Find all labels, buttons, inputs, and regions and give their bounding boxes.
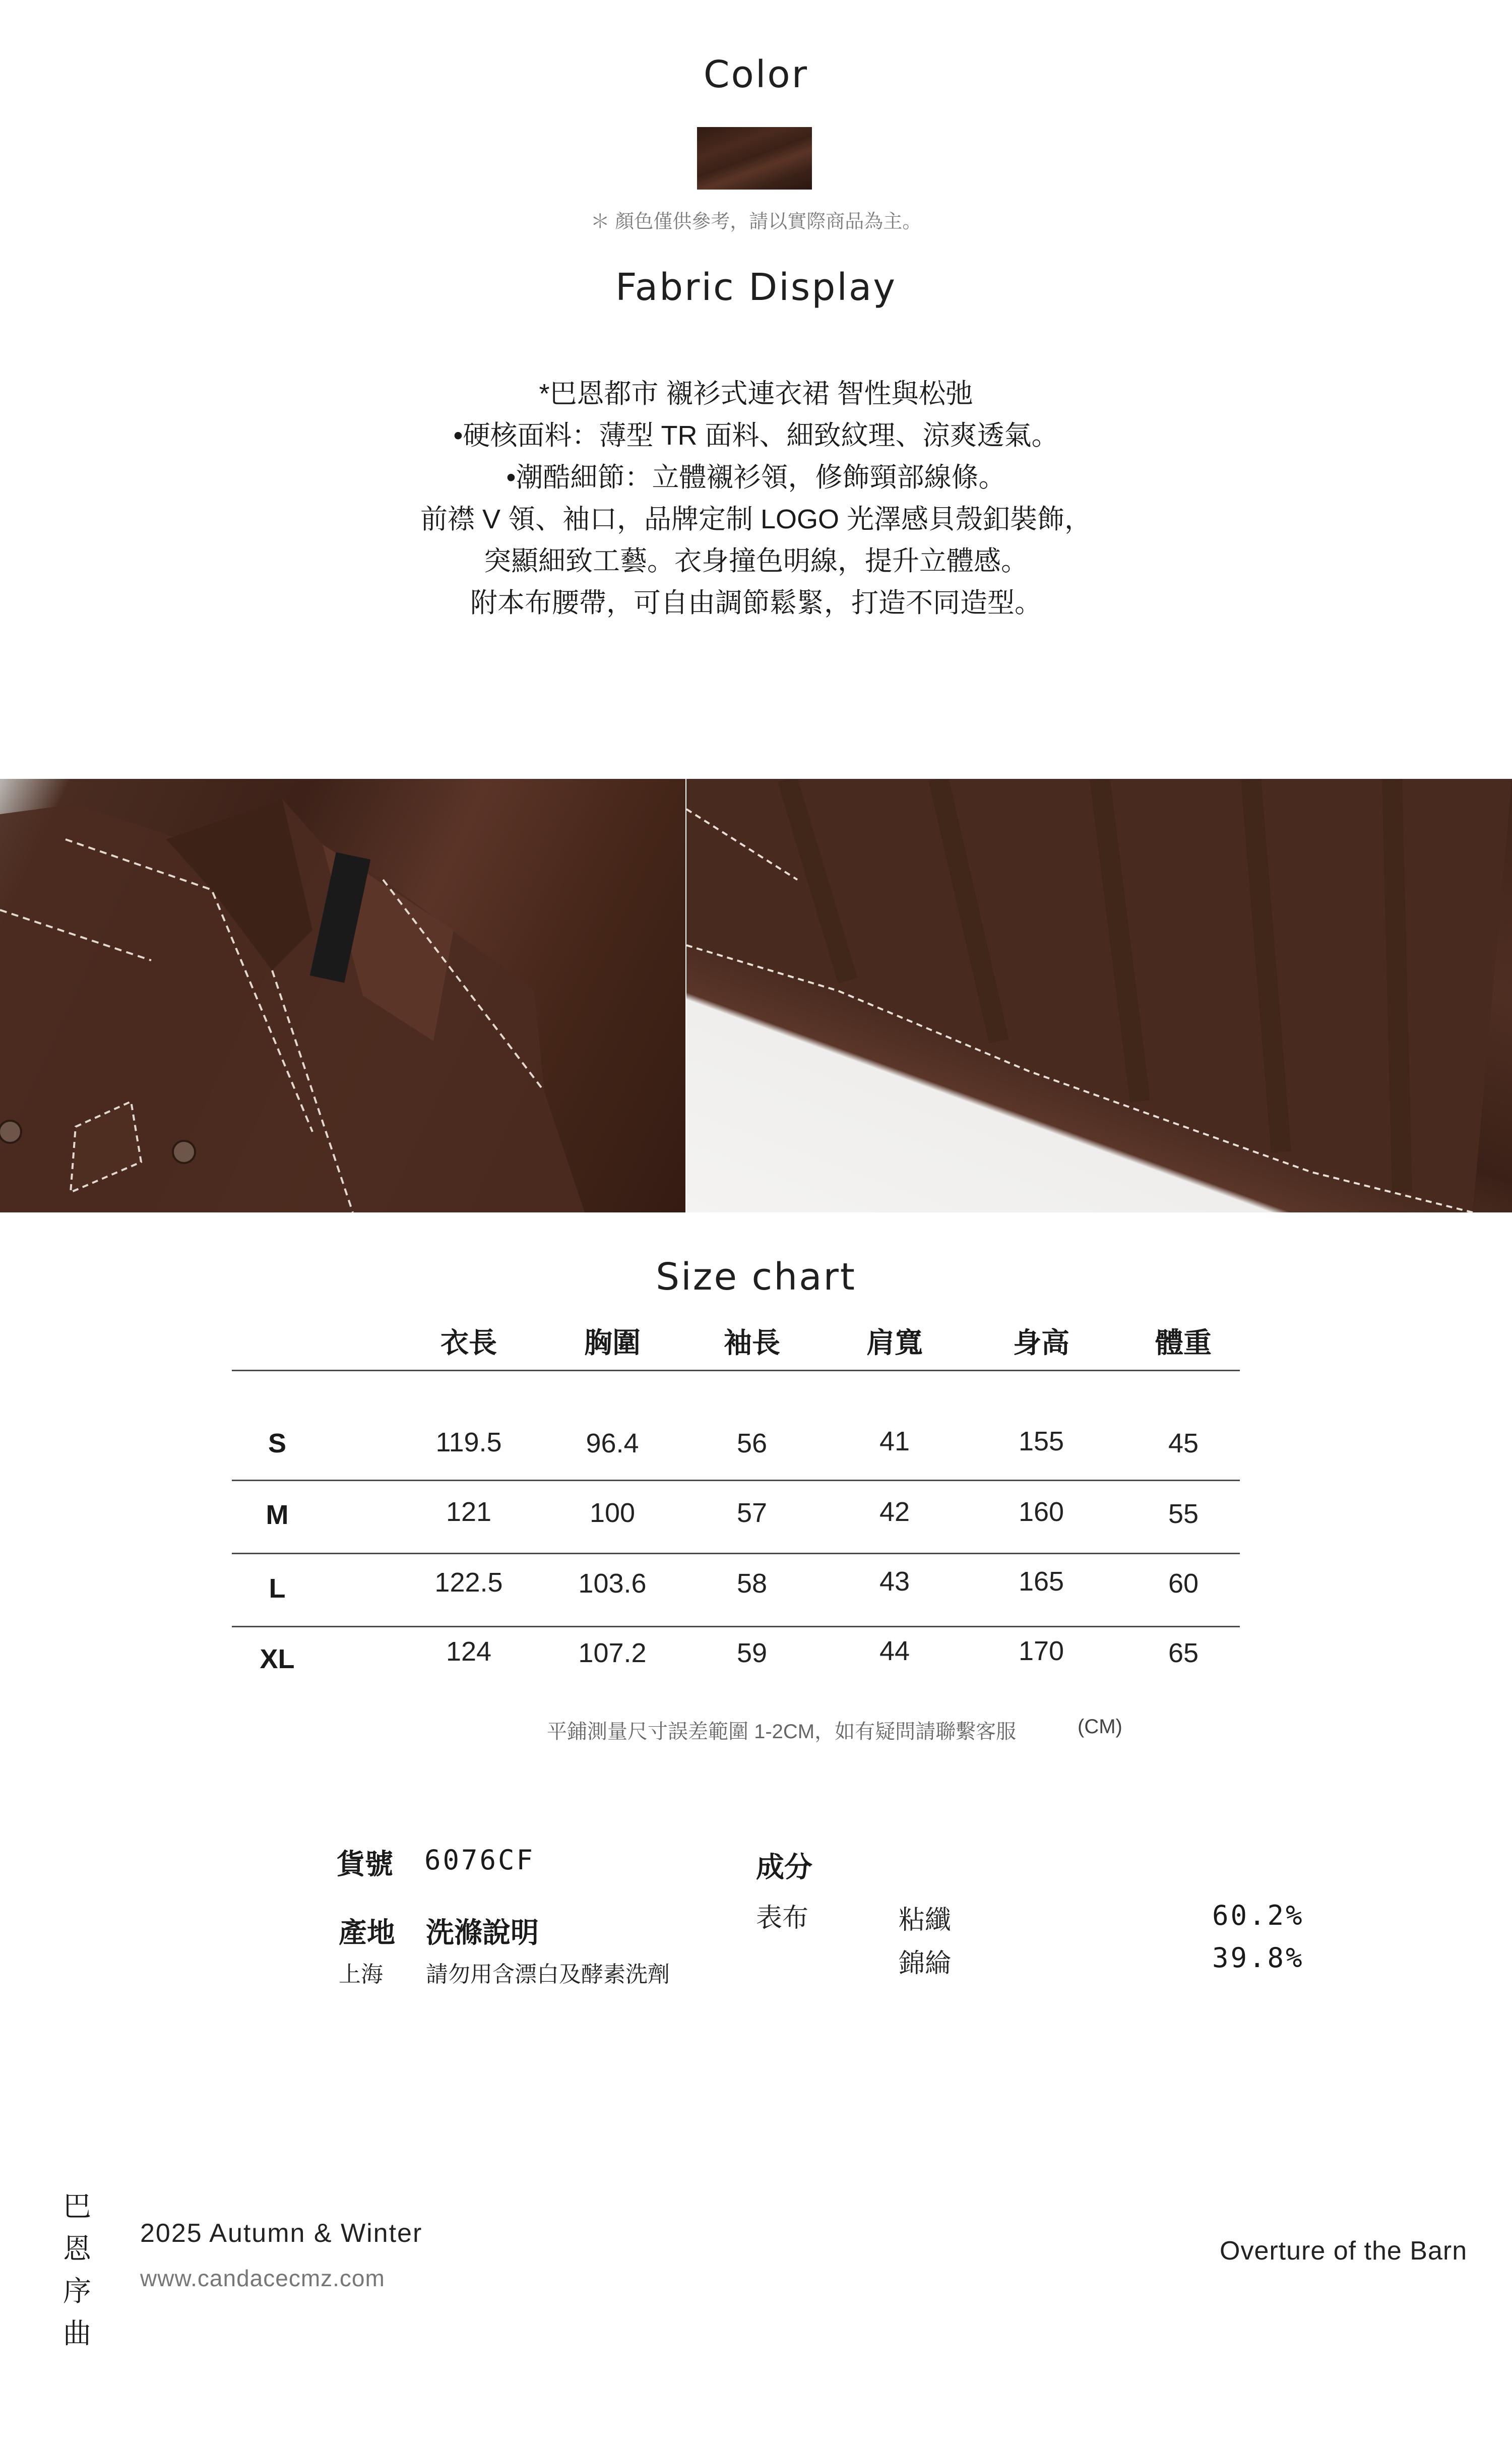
col-header: 衣長: [440, 1327, 497, 1359]
table-cell: 65: [1168, 1638, 1199, 1668]
wash-label: 洗滌說明: [426, 1917, 539, 1948]
row-divider: [232, 1626, 1240, 1627]
origin-value: 上海: [339, 1962, 383, 1987]
table-cell: 57: [736, 1498, 768, 1528]
col-header: 身高: [1013, 1327, 1069, 1359]
fabric-line: *巴恩都市 襯衫式連衣裙 智性與松弛: [539, 379, 973, 409]
table-cell: 59: [736, 1638, 768, 1668]
table-cell: 160: [1018, 1497, 1064, 1527]
fabric-line: •硬核面料：薄型 TR 面料、細致紋理、涼爽透氣。: [453, 420, 1059, 451]
size-label: M: [266, 1500, 289, 1530]
collar-detail-photo: [0, 779, 685, 1212]
table-cell: 45: [1168, 1428, 1199, 1458]
table-cell: 103.6: [578, 1568, 647, 1599]
table-cell: 165: [1018, 1566, 1064, 1597]
material-name: 粘纖: [899, 1906, 952, 1935]
brand-vertical-text: 巴 恩 序 曲: [63, 2190, 91, 2349]
fabric-line: 附本布腰帶，可自由調節鬆緊，打造不同造型。: [470, 588, 1042, 618]
collection-name: Overture of the Barn: [1220, 2236, 1468, 2266]
table-cell: 60: [1168, 1568, 1199, 1599]
table-cell: 44: [879, 1636, 910, 1666]
wash-value: 請勿用含漂白及酵素洗劑: [426, 1962, 670, 1987]
hem-detail-photo: [686, 779, 1512, 1212]
size-label: XL: [260, 1644, 295, 1674]
measurement-note: 平鋪測量尺寸誤差範圍 1-2CM，如有疑問請聯繫客服: [547, 1721, 1017, 1743]
table-cell: 124: [446, 1636, 492, 1667]
material-percent: 60.2%: [1212, 1900, 1304, 1931]
table-cell: 100: [589, 1498, 636, 1528]
fabric-line: 前襟 V 領、袖口，品牌定制 LOGO 光澤感貝殼釦裝飾，: [420, 504, 1092, 534]
fabric-label: 表布: [756, 1904, 809, 1933]
website-link[interactable]: www.candacecmz.com: [140, 2265, 385, 2291]
table-cell: 41: [879, 1426, 910, 1456]
size-label: L: [269, 1573, 286, 1604]
size-table: [232, 1321, 1240, 1684]
sku-value: 6076CF: [424, 1844, 535, 1876]
color-title: Color: [703, 53, 809, 96]
color-swatch[interactable]: [697, 127, 812, 190]
col-header: 體重: [1155, 1327, 1212, 1359]
fabric-line: 突顯細致工藝。衣身撞色明線，提升立體感。: [484, 546, 1028, 576]
col-header: 胸圍: [584, 1327, 641, 1359]
col-header: 袖長: [724, 1327, 780, 1359]
table-cell: 107.2: [578, 1638, 647, 1668]
size-label: S: [268, 1428, 287, 1458]
composition-label: 成分: [756, 1851, 812, 1883]
fabric-description: [0, 373, 1512, 624]
fabric-line: •潮酷細節：立體襯衫領，修飾頸部線條。: [506, 462, 1006, 493]
table-cell: 170: [1018, 1636, 1064, 1666]
table-cell: 119.5: [435, 1427, 502, 1457]
unit-label: (CM): [1078, 1716, 1122, 1738]
color-note: ＊ 顏色僅供參考，請以實際商品為主。: [590, 211, 922, 232]
table-cell: 96.4: [586, 1428, 639, 1458]
fabric-title: Fabric Display: [615, 266, 897, 309]
season-label: 2025 Autumn & Winter: [140, 2219, 423, 2248]
material-name: 錦綸: [899, 1949, 952, 1978]
row-divider: [232, 1480, 1240, 1481]
size-chart-title: Size chart: [656, 1255, 856, 1299]
table-cell: 56: [736, 1428, 768, 1458]
material-percent: 39.8%: [1212, 1942, 1304, 1974]
table-cell: 43: [879, 1566, 910, 1597]
table-cell: 58: [736, 1568, 768, 1599]
col-header: 肩寬: [866, 1327, 923, 1359]
table-cell: 121: [446, 1497, 492, 1527]
table-cell: 122.5: [434, 1567, 503, 1598]
row-divider: [232, 1553, 1240, 1554]
table-cell: 55: [1168, 1499, 1199, 1529]
table-cell: 42: [879, 1497, 910, 1527]
row-divider: [232, 1370, 1240, 1371]
sku-label: 貨號: [337, 1848, 393, 1880]
origin-label: 產地: [339, 1917, 395, 1948]
table-cell: 155: [1018, 1426, 1064, 1456]
